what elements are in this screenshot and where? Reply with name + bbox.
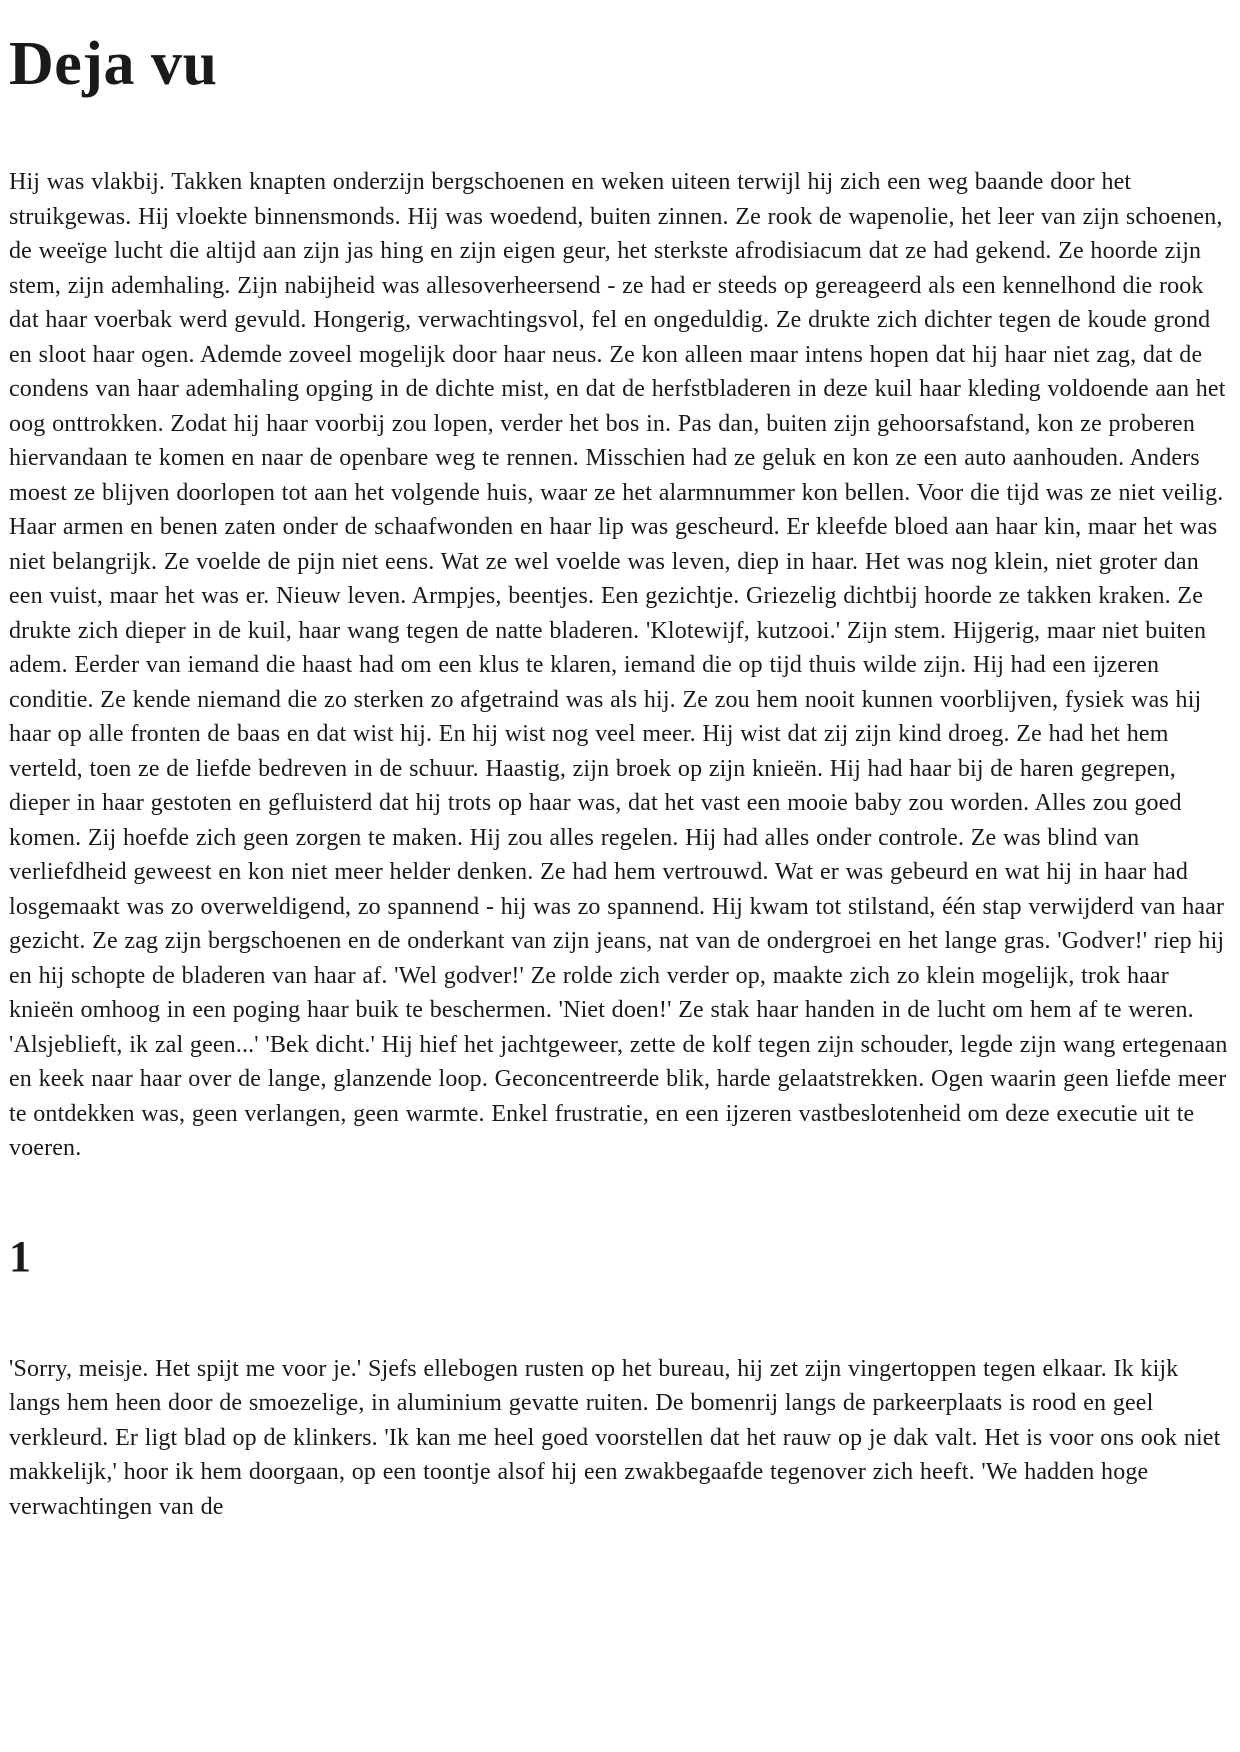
prologue-paragraph: Hij was vlakbij. Takken knapten onderzijn bergschoenen en weken uiteen terwijl hij zich een weg baande door het struikgewas. Hij vloekte binnensmonds. Hij was woedend, buiten zinnen. Ze rook de wapenolie, het leer van zijn schoenen, de weeïge lucht die altijd aan zijn jas hing en zijn eigen geur, het sterkste afrodisiacum dat ze had gekend. Ze hoorde zijn stem, zijn ademhaling. Zijn nabijheid was allesoverheersend - ze had er steeds op gereageerd als een kennelhond die rook dat haar voerbak werd gevuld. Hongerig, verwachtingsvol, fel en ongeduldig. Ze drukte zich dichter tegen de koude grond en sloot haar ogen. Ademde zoveel mogelijk door haar neus. Ze kon alleen maar intens hopen dat hij haar niet zag, dat de condens van haar ademhaling opging in de dichte mist, en dat de herfstbladeren in deze kuil haar kleding voldoende aan het oog onttrokken. Zodat hij haar voorbij zou lopen, verder het bos in. Pas dan, buiten zijn gehoorsafstand, kon ze proberen hiervandaan te komen en naar de openbare weg te rennen. Misschien had ze geluk en kon ze een auto aanhouden. Anders moest ze blijven doorlopen tot aan het volgende huis, waar ze het alarmnummer kon bellen. Voor die tijd was ze niet veilig. Haar armen en benen zaten onder de schaafwonden en haar lip was gescheurd. Er kleefde bloed aan haar kin, maar het was niet belangrijk. Ze voelde de pijn niet eens. Wat ze wel voelde was leven, diep in haar. Het was nog klein, niet groter dan een vuist, maar het was er. Nieuw leven. Armpjes, beentjes. Een gezichtje. Griezelig dichtbij hoorde ze takken kraken. Ze drukte zich dieper in de kuil, haar wang tegen de natte bladeren. 'Klotewijf, kutzooi.' Zijn stem. Hijgerig, maar niet buiten adem. Eerder van iemand die haast had om een klus te klaren, iemand die op tijd thuis wilde zijn. Hij had een ijzeren conditie. Ze kende niemand die zo sterken zo afgetraind was als hij. Ze zou hem nooit kunnen voorblijven, fysiek was hij haar op alle fronten de baas en dat wist hij. En hij wist nog veel meer. Hij wist dat zij zijn kind droeg. Ze had het hem verteld, toen ze de liefde bedreven in de schuur. Haastig, zijn broek op zijn knieën. Hij had haar bij de haren gegrepen, dieper in haar gestoten en gefluisterd dat hij trots op haar was, dat het vast een mooie baby zou worden. Alles zou goed komen. Zij hoefde zich geen zorgen te maken. Hij zou alles regelen. Hij had alles onder controle. Ze was blind van verliefdheid geweest en kon niet meer helder denken. Ze had hem vertrouwd. Wat er was gebeurd en wat hij in haar had losgemaakt was zo overweldigend, zo spannend - hij was zo spannend. Hij kwam tot stilstand, één stap verwijderd van haar gezicht. Ze zag zijn bergschoenen en de onderkant van zijn jeans, nat van de ondergroei en het lange gras. 'Godver!' riep hij en hij schopte de bladeren van haar af. 'Wel godver!' Ze rolde zich verder op, maakte zich zo klein mogelijk, trok haar knieën omhoog in een poging haar buik te beschermen. 'Niet doen!' Ze stak haar handen in de lucht om hem af te weren. 'Alsjeblieft, ik zal geen...' 'Bek dicht.' Hij hief het jachtgeweer, zette de kolf tegen zijn schouder, legde zijn wang ertegenaan en keek naar haar over de lange, glanzende loop. Geconcentreerde blik, harde gelaatstrekken. Ogen waarin geen liefde meer te ontdekken was, geen verlangen, geen warmte. Enkel frustratie, en een ijzeren vastbeslotenheid om deze executie uit te voeren. — [9, 169, 1228, 1162]
chapter-heading: 1 — [9, 1231, 31, 1281]
book-title: Deja vu — [9, 30, 218, 98]
chapter-paragraph: 'Sorry, meisje. Het spijt me voor je.' Sjefs ellebogen rusten op het bureau, hij zet zijn vingertoppen tegen elkaar. Ik kijk langs hem heen door de smoezelige, in aluminium gevatte ruiten. De bomenrij langs de parkeerplaats is rood en geel verkleurd. Er ligt blad op de klinkers. 'Ik kan me heel goed voorstellen dat het rauw op je dak valt. Het is voor ons ook niet makkelijk,' hoor ik hem doorgaan, op een toontje alsof hij een zwakbegaafde tegenover zich heeft. 'We hadden hoge verwachtingen van de — [9, 1355, 1221, 1520]
